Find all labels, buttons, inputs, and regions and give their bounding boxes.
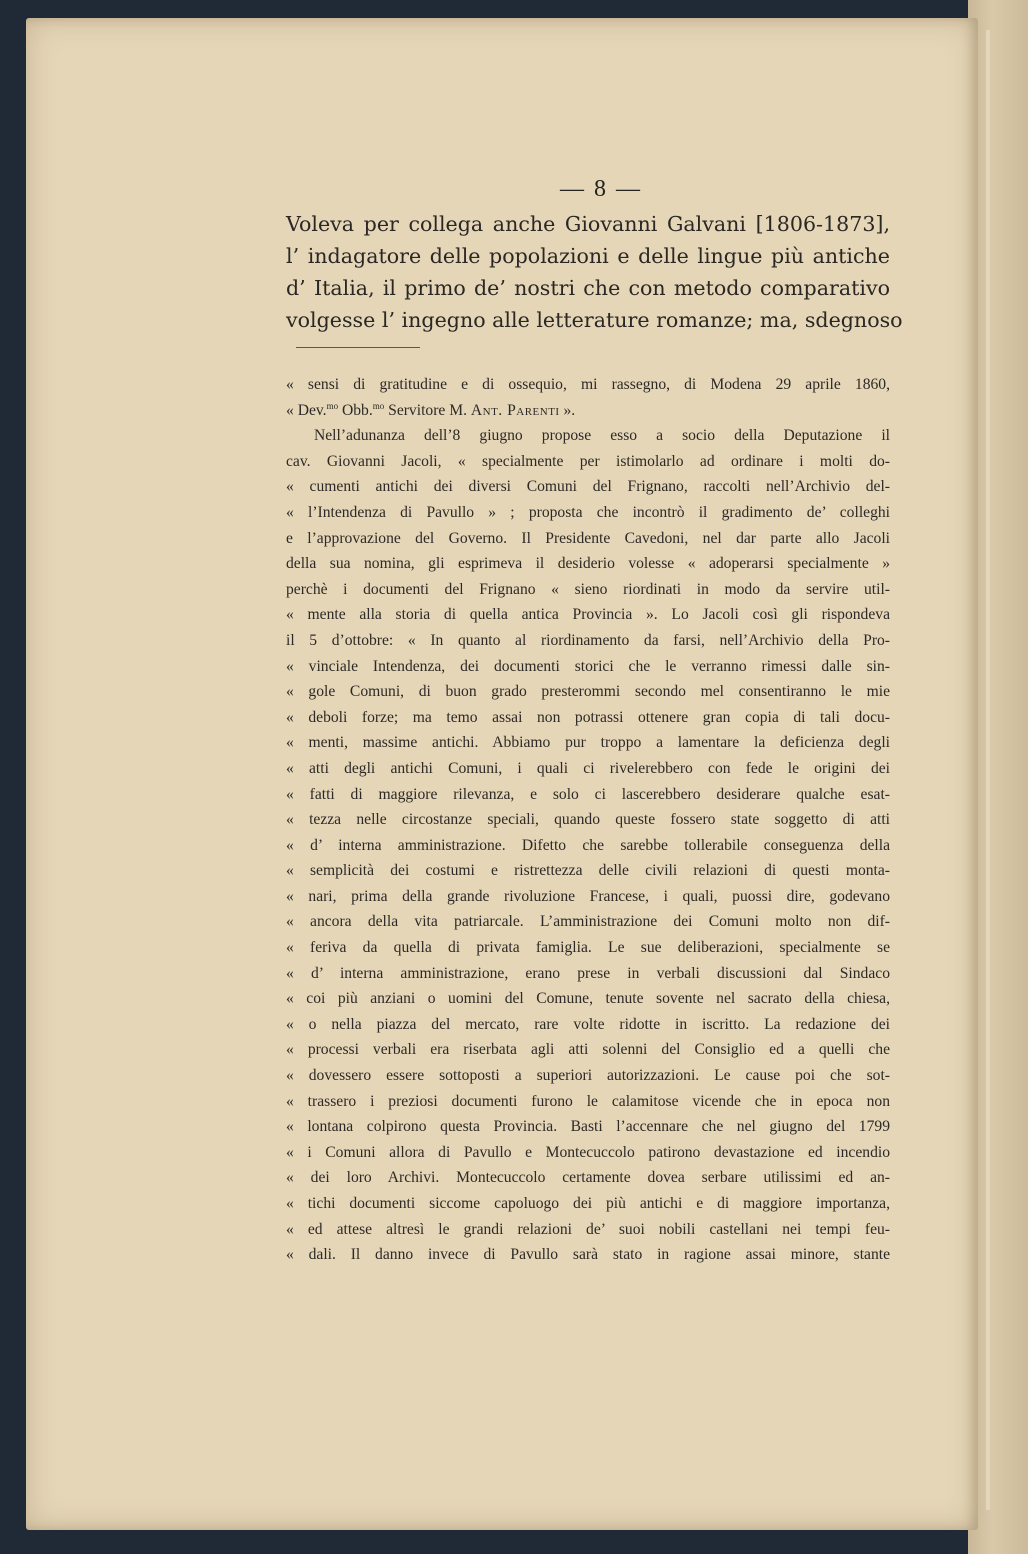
footnote-line: « ed attese altresì le grandi relazioni de’ suoi nobili castellani nei tempi feu- <box>286 1220 890 1238</box>
footnote-text: Obb. <box>338 401 373 419</box>
footnote-line: « dali. Il danno invece di Pavullo sarà stato in ragione assai minore, stante <box>286 1246 890 1264</box>
footnote-line: « d’ interna amministrazione. Difetto che sarebbe tollerabile conseguenza della <box>286 836 890 854</box>
footnote-line: e l’approvazione del Governo. Il Presidente Cavedoni, nel dar parte allo Jacoli <box>286 529 890 547</box>
footnote-line: « l’Intendenza di Pavullo » ; proposta che incontrò il gradimento de’ colleghi <box>286 503 890 521</box>
footnote-line: « nari, prima della grande rivoluzione Francese, i quali, puossi dire, godevano <box>286 887 890 905</box>
page-number: — 8 — <box>560 176 642 202</box>
footnote-line: « sensi di gratitudine e di ossequio, mi rassegno, di Modena 29 aprile 1860, <box>286 376 890 393</box>
main-text-line: volgesse l’ ingegno alle letterature romanze; ma, sdegnoso <box>286 308 903 332</box>
footnote-line: « dovessero essere sottoposti a superiori autorizzazioni. Le cause poi che sot- <box>286 1067 890 1085</box>
footnote-line: « coi più anziani o uomini del Comune, tenute sovente nel sacrato della chiesa, <box>286 990 890 1008</box>
footnote-separator <box>296 347 420 348</box>
footnote-line: « tichi documenti siccome capoluogo dei più antichi e di maggiore importanza, <box>286 1195 890 1212</box>
main-text-line: l’ indagatore delle popolazioni e delle lingue più antiche <box>286 244 890 268</box>
footnote-line: « cumenti antichi dei diversi Comuni del Frignano, raccolti nell’Archivio del- <box>286 478 890 496</box>
footnote-line: « menti, massime antichi. Abbiamo pur troppo a lamentare la deficienza degli <box>286 734 890 752</box>
footnote-line: il 5 d’ottobre: « In quanto al riordinamento da farsi, nell’Archivio della Pro- <box>286 631 890 649</box>
footnote-line: « mente alla storia di quella antica Provincia ». Lo Jacoli così gli rispondeva <box>286 606 890 624</box>
main-text <box>286 208 903 336</box>
footnote-line: cav. Giovanni Jacoli, « specialmente per istimolarlo ad ordinare i molti do- <box>286 452 890 470</box>
footnote <box>286 372 890 1268</box>
footnote-text: « Dev. <box>286 401 327 419</box>
footnote-line: « processi verbali era riserbata agli atti solenni del Consiglio ed a quelli che <box>286 1041 890 1059</box>
footnote-line: « dei loro Archivi. Montecuccolo certamente dovea serbare utilissimi ed an- <box>286 1169 890 1187</box>
footnote-line: « tezza nelle circostanze speciali, quando queste fossero state soggetto di atti <box>286 811 890 829</box>
signatory-name: Ant. Parenti <box>470 401 560 419</box>
footnote-line: « lontana colpirono questa Provincia. Basti l’accennare che nel giugno del 1799 <box>286 1118 890 1136</box>
footnote-line: « fatti di maggiore rilevanza, e solo ci lascerebbero desiderare qualche esat- <box>286 785 890 803</box>
footnote-line: « o nella piazza del mercato, rare volte ridotte in iscritto. La redazione dei <box>286 1015 890 1033</box>
footnote-line: della sua nomina, gli esprimeva il desiderio volesse « adoperarsi specialmente » <box>286 555 890 573</box>
footnote-line: « feriva da quella di privata famiglia. Le sue deliberazioni, specialmente se <box>286 939 890 957</box>
footnote-line: « semplicità dei costumi e ristrettezza delle civili relazioni di questi monta- <box>286 862 890 880</box>
footnote-line: « trassero i preziosi documenti furono le calamitose vicende che in epoca non <box>286 1092 890 1110</box>
footnote-text: Servitore M. <box>384 401 471 419</box>
footnote-line: « gole Comuni, di buon grado presterommi secondo mel consentiranno le mie <box>286 683 890 701</box>
main-text-line: Voleva per collega anche Giovanni Galvani [1806-1873], <box>286 212 890 236</box>
superscript: mo <box>372 400 385 411</box>
footnote-signature-line <box>286 398 890 424</box>
superscript: mo <box>326 400 339 411</box>
footnote-line: Nell’adunanza dell’8 giugno propose esso a socio della Deputazione il <box>314 427 890 445</box>
footnote-line: perchè i documenti del Frignano « sieno riordinati in modo da servire util- <box>286 580 890 598</box>
footnote-line: « vinciale Intendenza, dei documenti storici che le verranno rimessi dalle sin- <box>286 657 890 675</box>
footnote-line: « atti degli antichi Comuni, i quali ci rivelerebbero con fede le origini dei <box>286 759 890 777</box>
footnote-text: ». <box>559 401 576 419</box>
footnote-line: « deboli forze; ma temo assai non potrassi ottenere gran copia di tali docu- <box>286 708 890 726</box>
footnote-line: « i Comuni allora di Pavullo e Montecuccolo patirono devastazione ed incendio <box>286 1143 890 1161</box>
footnote-line: « ancora della vita patriarcale. L’amministrazione dei Comuni molto non dif- <box>286 913 890 931</box>
footnote-line: « d’ interna amministrazione, erano prese in verbali discussioni dal Sindaco <box>286 964 890 982</box>
main-text-line: d’ Italia, il primo de’ nostri che con metodo comparativo <box>286 276 890 300</box>
